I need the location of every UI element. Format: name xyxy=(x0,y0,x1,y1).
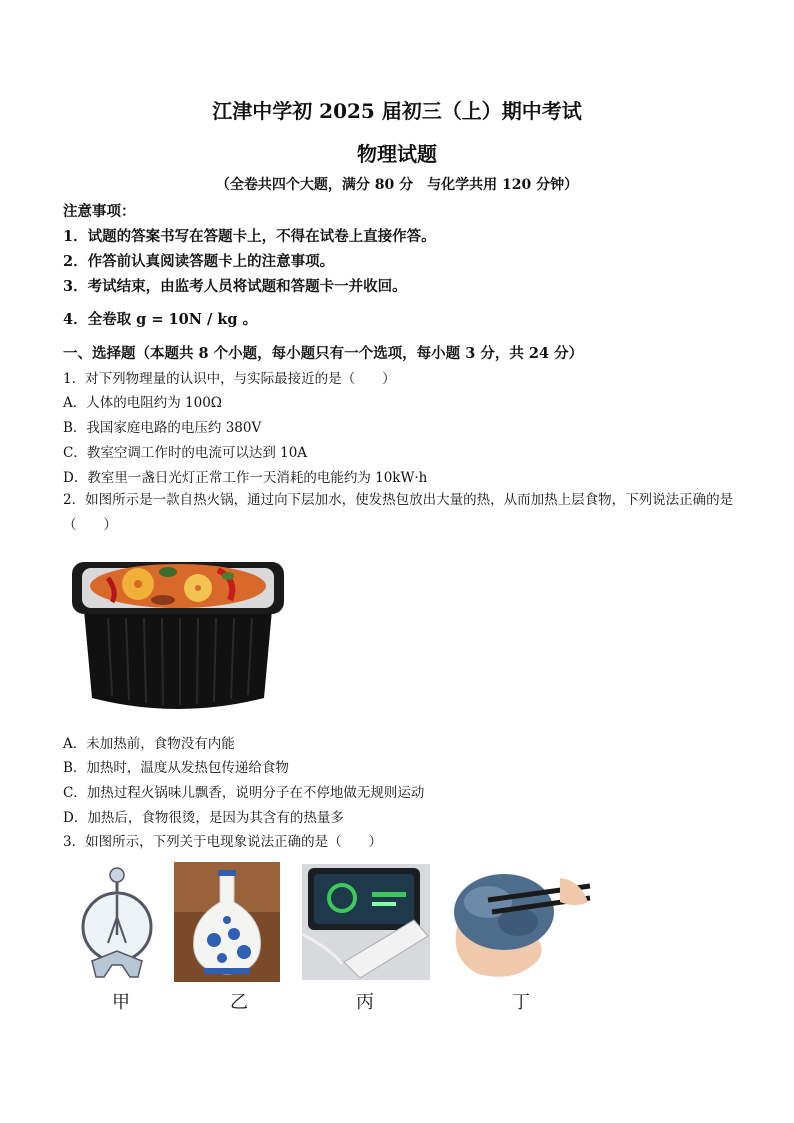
exam-title: 江津中学初 2025 届初三（上）期中考试 xyxy=(212,99,582,123)
exam-note: （全卷共四个大题，满分 80 分 与化学共用 120 分钟） xyxy=(215,177,579,193)
question-stem: 1．对下列物理量的认识中，与实际最接近的是（ ） xyxy=(63,371,396,387)
notice-item: 2．作答前认真阅读答题卡上的注意事项。 xyxy=(63,253,335,270)
vase-figure xyxy=(174,862,280,982)
notice-item: 4．全卷取 g = 10N / kg 。 xyxy=(63,311,258,328)
question-option: A．未加热前，食物没有内能 xyxy=(63,736,235,752)
section-heading: 一、选择题（本题共 8 个小题，每小题只有一个选项，每小题 3 分，共 24 分） xyxy=(63,345,584,362)
electroscope-figure xyxy=(72,865,162,983)
question-option: C．加热过程火锅味儿飘香，说明分子在不停地做无规则运动 xyxy=(63,785,425,801)
figure-caption: 乙 xyxy=(230,992,248,1013)
power-bank-figure xyxy=(302,864,430,980)
figure-caption: 丁 xyxy=(512,992,530,1013)
figure-caption: 甲 xyxy=(112,992,130,1013)
question-option: A．人体的电阻约为 100Ω xyxy=(63,395,223,411)
notice-heading: 注意事项： xyxy=(63,203,136,220)
notice-item: 3．考试结束，由监考人员将试题和答题卡一并收回。 xyxy=(63,278,407,295)
question-stem: 2．如图所示是一款自热火锅，通过向下层加水，使发热包放出大量的热，从而加热上层食物，下列说法正确的是（ ） xyxy=(63,492,734,533)
question-stem: 3．如图所示，下列关于电现象说法正确的是（ ） xyxy=(63,834,383,850)
notice-item: 1．试题的答案书写在答题卡上，不得在试卷上直接作答。 xyxy=(63,228,436,245)
question-option: B．加热时，温度从发热包传递给食物 xyxy=(63,760,289,776)
question-option: B．我国家庭电路的电压约 380V xyxy=(63,420,262,436)
question-option: C．教室空调工作时的电流可以达到 10A xyxy=(63,445,308,461)
hotpot-figure xyxy=(68,548,288,720)
figure-caption: 丙 xyxy=(356,992,374,1013)
question-option: D．加热后，食物很烫，是因为其含有的热量多 xyxy=(63,810,344,826)
question-option: D．教室里一盏日光灯正常工作一天消耗的电能约为 10kW·h xyxy=(63,470,428,486)
exam-subtitle: 物理试题 xyxy=(357,142,437,166)
fur-rod-figure xyxy=(448,862,594,980)
